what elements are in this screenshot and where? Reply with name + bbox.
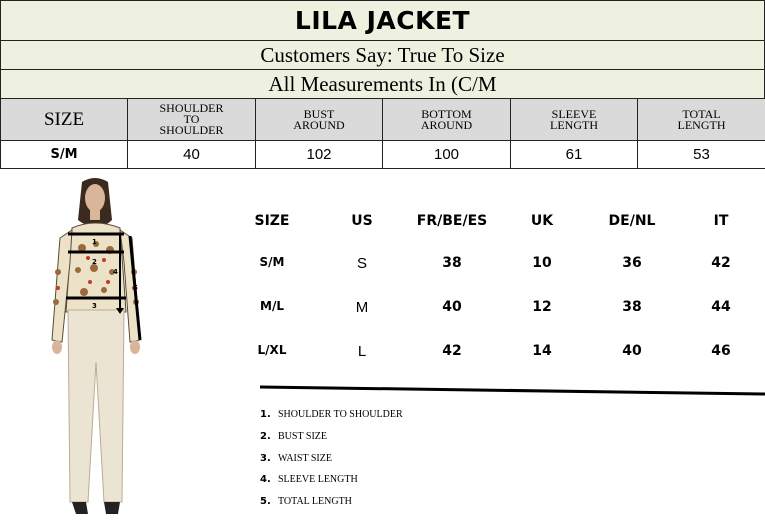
conversion-us: S <box>356 255 367 272</box>
conversion-us: M <box>355 299 369 316</box>
conversion-uk: 14 <box>532 343 552 359</box>
conversion-de: 38 <box>622 299 642 315</box>
legend-number: 2. <box>260 431 271 442</box>
conversion-header-uk: UK <box>530 213 554 229</box>
conversion-header-de: DE/NL <box>608 213 656 229</box>
conversion-size: M/L <box>260 299 284 313</box>
sleeve-column-header: SLEEVE LENGTH <box>511 99 638 141</box>
conversion-header-fr: FR/BE/ES <box>416 213 488 229</box>
conversion-it: 44 <box>711 299 731 315</box>
list-item <box>260 489 560 505</box>
conversion-de: 40 <box>622 343 642 359</box>
size-column-header: SIZE <box>1 99 128 141</box>
legend-text: BUST SIZE <box>278 431 327 442</box>
list-item <box>260 424 560 440</box>
list-item <box>260 467 560 483</box>
model-marker-4: 4 <box>113 268 118 276</box>
page-title: LILA JACKET <box>294 6 471 35</box>
legend-number: 4. <box>260 474 271 485</box>
conversion-de: 36 <box>622 255 642 271</box>
legend-number: 3. <box>260 453 271 464</box>
bottom-column-header: BOTTOM AROUND <box>383 99 511 141</box>
total-length-value: 53 <box>638 141 765 169</box>
conversion-fr: 40 <box>442 299 462 315</box>
bust-value: 102 <box>256 141 383 169</box>
legend-text: SHOULDER TO SHOULDER <box>278 409 403 420</box>
conversion-fr: 42 <box>442 343 462 359</box>
legend-text: WAIST SIZE <box>278 453 332 464</box>
model-marker-2: 2 <box>92 258 97 266</box>
size-cell: S/M <box>1 141 128 169</box>
list-item <box>260 402 560 418</box>
model-marker-5: 5 <box>133 284 138 292</box>
conversion-size: L/XL <box>257 343 287 357</box>
conversion-uk: 10 <box>532 255 552 271</box>
conversion-header-us: US <box>351 213 373 229</box>
conversion-header-size: SIZE <box>254 213 290 229</box>
list-item <box>260 446 560 462</box>
model-marker-3: 3 <box>92 302 97 310</box>
customers-say-text: Customers Say: True To Size <box>260 42 505 67</box>
conversion-it: 42 <box>711 255 731 271</box>
bottom-value: 100 <box>383 141 511 169</box>
conversion-fr: 38 <box>442 255 462 271</box>
bust-column-header: BUST AROUND <box>256 99 383 141</box>
legend-text: SLEEVE LENGTH <box>278 474 358 485</box>
sleeve-value: 61 <box>511 141 638 169</box>
total-length-column-header: TOTAL LENGTH <box>638 99 765 141</box>
model-marker-1: 1 <box>92 238 97 246</box>
legend-number: 5. <box>260 496 271 507</box>
shoulder-column-header: SHOULDER TO SHOULDER <box>128 99 256 141</box>
conversion-us: L <box>357 343 367 360</box>
legend-number: 1. <box>260 409 271 420</box>
measurement-unit-text: All Measurements In (C/M <box>268 71 497 96</box>
conversion-size: S/M <box>259 255 285 269</box>
legend-text: TOTAL LENGTH <box>278 496 352 507</box>
conversion-uk: 12 <box>532 299 552 315</box>
conversion-it: 46 <box>711 343 731 359</box>
conversion-header-it: IT <box>713 213 729 229</box>
shoulder-value: 40 <box>128 141 256 169</box>
